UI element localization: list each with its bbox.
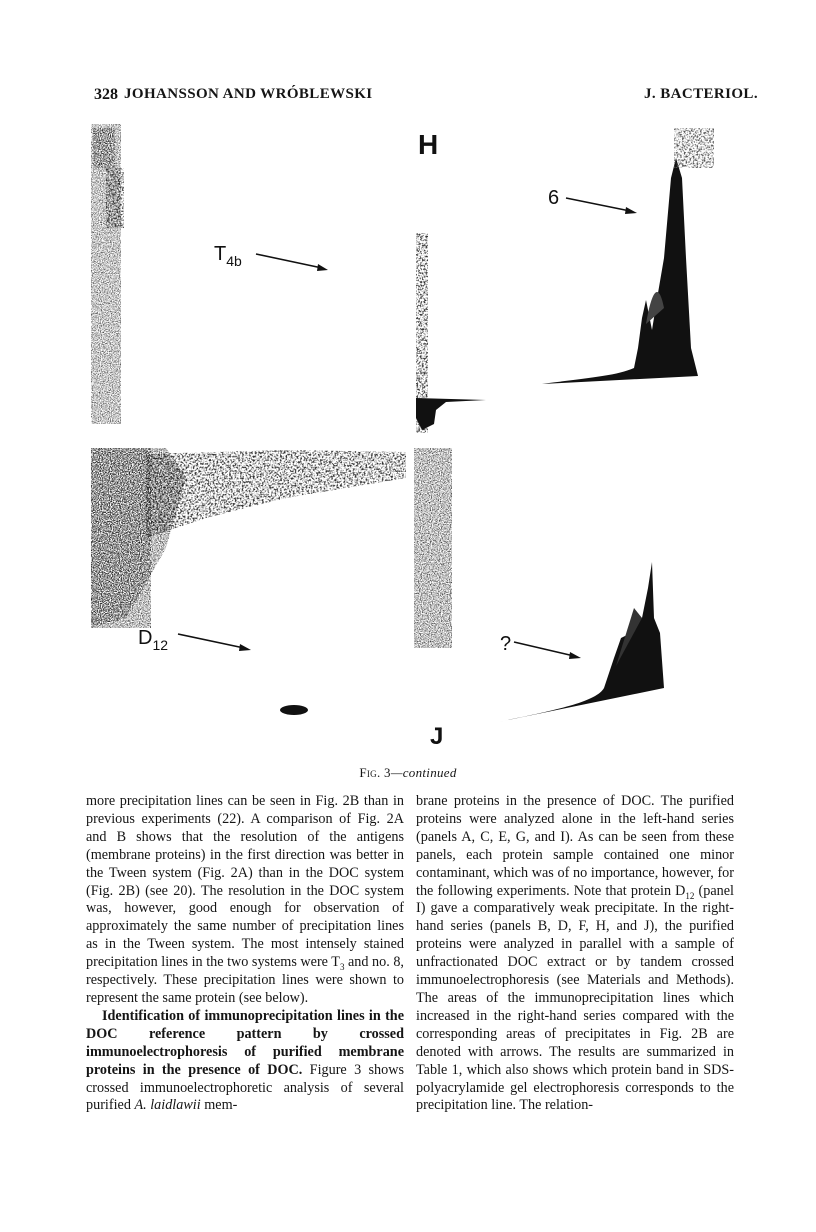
label-question: ? bbox=[500, 633, 512, 655]
body-column-left bbox=[86, 793, 404, 1115]
paragraph-identification: Identification of immunoprecipitation lines in the DOC reference pattern by crossed immunoelectrophoresis of purified membrane proteins in the presence of DOC. Figure 3 shows crossed immunoelectrophoretic analysis of several purified A. laidlawii mem- bbox=[86, 1007, 404, 1114]
immunoelectrophoresis-figure bbox=[86, 118, 726, 758]
paragraph-right: brane proteins in the presence of DOC. The purified proteins were analyzed alone in the left-hand series (panels A, C, E, G, and I). As can be seen from these panels, each protein sample contained one minor contaminant, which was of no importance, however, for the following experiments. Note that protein $D_{12}$ (panel I) gave a comparatively weak precipitate. In the right-hand series (panels B, D, F, H, and J), the purified proteins were analyzed in parallel with a sample of unfractionated DOC extract or by tandem crossed immunoelectrophoresis (see Materials and Methods). The areas of the immunoprecipitation lines which increased in the right-hand series compared with the corresponding areas of precipitates in Fig. 2B are denoted with arrows. The results are summarized in Table 1, which also shows which protein band in SDS-polyacrylamide gel electrophoresis corresponds to the precipitation line. The relation- bbox=[416, 793, 734, 1114]
body-column-right bbox=[416, 793, 734, 1115]
arrow-t4b bbox=[214, 243, 328, 271]
paragraph-continued: more precipitation lines can be seen in Fig. 2B than in previous experiments (22). A comparison of Fig. 2A and B shows that the resolution of the antigens (membrane proteins) in the first direction was better in the Tween system (Fig. 2A) than in the DOC system (Fig. 2B) (see 20). The resolution in the DOC system was, however, good enough for observation of approximately the same number of precipitation lines as in the Tween system. The most intensely stained precipitation lines in the two systems were $T_3$ and no. 8, respectively. These precipitation lines were shown to represent the same protein (see below). bbox=[86, 793, 404, 1006]
panel-i-gel bbox=[91, 448, 406, 715]
arrow-6 bbox=[548, 187, 637, 214]
running-authors: JOHANSSON AND WRÓBLEWSKI bbox=[124, 86, 373, 102]
page-number: 328 bbox=[94, 86, 118, 103]
panel-h-peaks bbox=[542, 128, 714, 384]
arrow-question bbox=[500, 633, 581, 659]
label-6: 6 bbox=[548, 187, 560, 209]
arrow-d12 bbox=[138, 627, 251, 653]
figure-caption: Fig. 3—continued bbox=[359, 765, 457, 780]
panel-letter-h: H bbox=[418, 129, 439, 160]
panel-h-sample-well bbox=[416, 398, 486, 430]
panel-letter-j: J bbox=[430, 723, 444, 750]
panel-j-left-smear bbox=[414, 448, 452, 648]
panel-j-peaks bbox=[498, 562, 664, 722]
panel-g-gel bbox=[91, 124, 124, 424]
running-header bbox=[94, 86, 758, 110]
section-heading: Identification of immunoprecipitation lines in the DOC reference pattern by crossed immunoelectrophoresis of purified membrane proteins in the presence of DOC. bbox=[86, 1007, 404, 1078]
label-t4b: $T_{4b}$ bbox=[214, 243, 242, 269]
journal-name: J. BACTERIOL. bbox=[644, 86, 758, 102]
label-d12: $D_{12}$ bbox=[138, 627, 169, 653]
figure-3-continued bbox=[86, 118, 726, 758]
